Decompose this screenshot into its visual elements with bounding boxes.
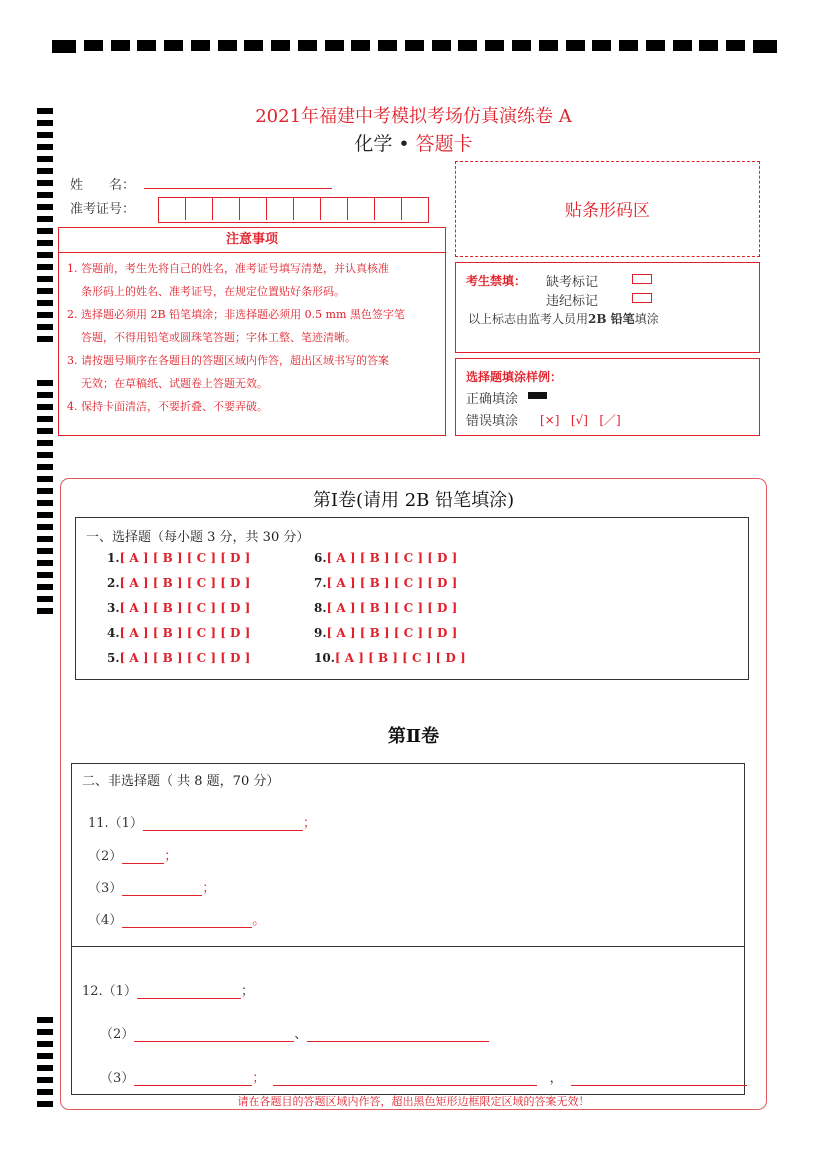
top-timing-marks — [52, 40, 777, 53]
card-name: 答题卡 — [415, 133, 473, 155]
exam-title: 2021年福建中考模拟考场仿真演练卷 A — [255, 106, 572, 127]
correct-label: 正确填涂 — [466, 392, 519, 407]
question-divider — [72, 946, 744, 947]
question-row[interactable]: 7.[ A ] [ B ] [ C ] [ D ] — [314, 576, 458, 590]
question-row[interactable]: 9.[ A ] [ B ] [ C ] [ D ] — [314, 626, 458, 640]
notice-item: 1. 答题前，考生先将自己的姓名，准考证号填写清楚，并认真核准 条形码上的姓名、准考证号，在规定位置贴好条形码。 — [67, 262, 389, 298]
question-row[interactable]: 8.[ A ] [ B ] [ C ] [ D ] — [314, 601, 458, 615]
subject-name: 化学 — [354, 133, 393, 155]
barcode-area-label: 贴条形码区 — [565, 201, 650, 221]
choice-section-title: 一、选择题（每小题 3 分，共 30 分） — [86, 530, 310, 545]
nonchoice-section-title: 二、非选择题（ 共 8 题，70 分） — [82, 774, 280, 789]
id-number-boxes[interactable] — [158, 197, 429, 223]
q11-part4: （4） 。 — [88, 913, 266, 928]
fill-sample-box — [455, 358, 760, 436]
part1-title: 第Ⅰ卷(请用 2B 铅笔填涂) — [312, 490, 515, 511]
question-row[interactable]: 1.[ A ] [ B ] [ C ] [ D ] — [107, 551, 251, 565]
question-row[interactable]: 6.[ A ] [ B ] [ C ] [ D ] — [314, 551, 458, 565]
part2-title: 第Ⅱ卷 — [387, 726, 440, 747]
q12-part3: （3） ； ， — [100, 1067, 747, 1086]
wrong-label: 错误填涂 — [466, 414, 519, 429]
question-row[interactable]: 5.[ A ] [ B ] [ C ] [ D ] — [107, 651, 251, 665]
title-dot: • — [398, 133, 410, 155]
question-row[interactable]: 2.[ A ] [ B ] [ C ] [ D ] — [107, 576, 251, 590]
id-label: 准考证号： — [70, 202, 136, 217]
q12-part1: 12.（1） ； — [82, 984, 254, 999]
q11-part1: 11.（1） ； — [88, 816, 316, 831]
notice-box — [58, 227, 446, 436]
sample-title: 选择题填涂样例： — [466, 370, 563, 384]
answer-line[interactable] — [273, 1071, 537, 1086]
violation-mark-box[interactable] — [632, 293, 652, 303]
footer-warning: 请在各题目的答题区域内作答，超出黑色矩形边框限定区域的答案无效！ — [237, 1095, 590, 1108]
card-subtitle — [0, 129, 827, 156]
answer-line[interactable] — [122, 881, 202, 896]
answer-line[interactable] — [134, 1027, 294, 1042]
notice-item: 4. 保持卡面清洁，不要折叠、不要弄破。 — [67, 400, 268, 413]
barcode-area — [455, 161, 760, 257]
answer-line[interactable] — [307, 1027, 489, 1042]
q12-part2: （2） 、 — [100, 1023, 489, 1042]
question-row[interactable]: 3.[ A ] [ B ] [ C ] [ D ] — [107, 601, 251, 615]
forbid-note: 以上标志由监考人员用2B 铅笔填涂 — [468, 312, 659, 326]
correct-fill-sample — [528, 392, 547, 399]
notice-item: 3. 请按题号顺序在各题目的答题区域内作答，超出区域书写的答案 无效；在草稿纸、试题卷上答题无效。 — [67, 354, 389, 390]
question-row[interactable]: 4.[ A ] [ B ] [ C ] [ D ] — [107, 626, 251, 640]
q11-part3: （3） ； — [88, 881, 216, 896]
answer-line[interactable] — [143, 816, 303, 831]
proctor-marks-box — [455, 262, 760, 353]
name-input[interactable] — [144, 174, 332, 189]
answer-line[interactable] — [122, 913, 252, 928]
violation-label: 违纪标记 — [546, 294, 599, 309]
wrong-fill-samples: [×] [√] [／] — [540, 413, 621, 427]
notice-item: 2. 选择题必须用 2B 铅笔填涂；非选择题必须用 0.5 mm 黑色签字笔 答题，不得用铅笔或圆珠笔答题；字体工整、笔迹清晰。 — [67, 308, 405, 344]
notice-heading: 注意事项 — [59, 228, 445, 253]
q11-part2: （2） ； — [88, 849, 178, 864]
answer-line[interactable] — [137, 984, 241, 999]
answer-line[interactable] — [122, 849, 164, 864]
name-label: 姓 名： — [70, 178, 136, 193]
forbid-label: 考生禁填： — [466, 274, 527, 288]
answer-line[interactable] — [571, 1071, 747, 1086]
absent-mark-box[interactable] — [632, 274, 652, 284]
question-row[interactable]: 10.[ A ] [ B ] [ C ] [ D ] — [314, 651, 466, 665]
answer-line[interactable] — [134, 1071, 252, 1086]
absent-label: 缺考标记 — [546, 275, 599, 290]
